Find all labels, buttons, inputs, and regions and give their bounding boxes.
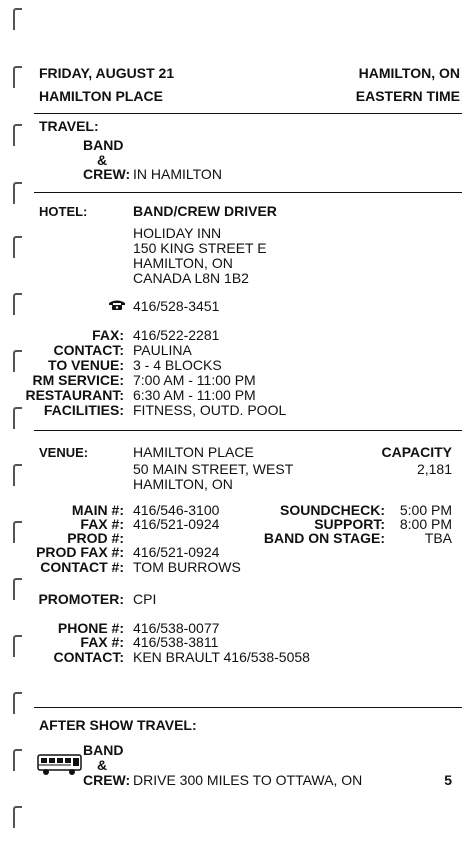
divider <box>34 430 462 431</box>
promoter-field-value: 416/538-0077 <box>133 620 220 636</box>
binder-hole-icon <box>13 635 22 657</box>
promoter-field-label: FAX #: <box>80 634 124 650</box>
hotel-subheading: BAND/CREW DRIVER <box>133 203 277 219</box>
promoter-field-value: KEN BRAULT 416/538-5058 <box>133 649 310 665</box>
venue-field-value: 416/521-0924 <box>133 544 220 560</box>
binder-hole-icon <box>13 749 22 771</box>
hotel-field-label: CONTACT: <box>53 342 124 358</box>
venue-field-label: CONTACT #: <box>40 559 124 575</box>
page-number: 5 <box>444 772 452 788</box>
binder-hole-icon <box>13 521 22 543</box>
venue-field-value: 416/521-0924 <box>133 516 220 532</box>
travel-crew-value: IN HAMILTON <box>133 166 222 182</box>
schedule-label: SOUNDCHECK: <box>280 502 385 518</box>
schedule-value: 8:00 PM <box>399 516 452 532</box>
after-show-crew-value: DRIVE 300 MILES TO OTTAWA, ON <box>133 772 363 788</box>
travel-heading: TRAVEL: <box>39 118 99 134</box>
hotel-field-value: 3 - 4 BLOCKS <box>133 357 222 373</box>
venue-field-label: FAX #: <box>80 516 124 532</box>
promoter-field-label: CONTACT: <box>53 649 124 665</box>
venue-field-value: TOM BURROWS <box>133 559 241 575</box>
venue-address-line: 50 MAIN STREET, WEST <box>133 461 294 477</box>
capacity-label: CAPACITY <box>381 444 452 460</box>
hotel-phone: 416/528-3451 <box>133 298 220 314</box>
venue-address-line: HAMILTON PLACE <box>133 444 254 460</box>
binder-hole-icon <box>13 407 22 429</box>
binder-holes <box>0 0 30 850</box>
divider <box>34 707 462 708</box>
binder-hole-icon <box>13 464 22 486</box>
venue-heading: VENUE: <box>39 445 89 460</box>
tour-bus-icon <box>37 753 83 777</box>
promoter-value: CPI <box>133 591 157 607</box>
telephone-icon <box>109 300 125 310</box>
binder-hole-icon <box>13 293 22 315</box>
venue-field-label: PROD FAX #: <box>36 544 124 560</box>
travel-band-label: BAND <box>83 137 124 153</box>
after-show-heading: AFTER SHOW TRAVEL: <box>39 717 197 733</box>
hotel-field-label: RESTAURANT: <box>25 387 124 403</box>
travel-crew-label: CREW: <box>83 166 131 182</box>
promoter-label: PROMOTER: <box>38 591 124 607</box>
header-city: HAMILTON, ON <box>358 65 460 81</box>
hotel-field-label: FAX: <box>92 327 124 343</box>
venue-field-value: 416/546-3100 <box>133 502 220 518</box>
divider <box>34 192 462 193</box>
schedule-label: BAND ON STAGE: <box>263 530 385 546</box>
after-show-amp-label: & <box>97 757 108 773</box>
venue-field-label: PROD #: <box>67 530 124 546</box>
hotel-field-value: 7:00 AM - 11:00 PM <box>133 372 256 388</box>
binder-hole-icon <box>13 578 22 600</box>
hotel-field-label: TO VENUE: <box>48 357 124 373</box>
header-timezone: EASTERN TIME <box>355 88 460 104</box>
after-show-band-label: BAND <box>83 742 124 758</box>
hotel-address-line: 150 KING STREET E <box>133 240 267 256</box>
binder-hole-icon <box>13 236 22 258</box>
hotel-field-label: FACILITIES: <box>43 402 124 418</box>
hotel-field-value: 6:30 AM - 11:00 PM <box>133 387 256 403</box>
promoter-field-label: PHONE #: <box>57 620 124 636</box>
venue-address-line: HAMILTON, ON <box>133 476 233 492</box>
binder-hole-icon <box>13 350 22 372</box>
hotel-heading: HOTEL: <box>39 204 88 219</box>
binder-hole-icon <box>13 806 22 828</box>
binder-hole-icon <box>13 124 22 146</box>
hotel-field-label: RM SERVICE: <box>32 372 124 388</box>
hotel-field-value: PAULINA <box>133 342 192 358</box>
header-date: FRIDAY, AUGUST 21 <box>39 65 175 81</box>
schedule-label: SUPPORT: <box>314 516 385 532</box>
hotel-field-value: FITNESS, OUTD. POOL <box>133 402 287 418</box>
binder-hole-icon <box>13 66 22 88</box>
schedule-value: 5:00 PM <box>399 502 452 518</box>
binder-hole-icon <box>13 692 22 714</box>
binder-hole-icon <box>13 182 22 204</box>
divider <box>34 113 462 114</box>
after-show-crew-label: CREW: <box>83 772 131 788</box>
travel-amp-label: & <box>97 152 108 168</box>
header-place: HAMILTON PLACE <box>39 88 163 104</box>
hotel-address-line: CANADA L8N 1B2 <box>133 270 249 286</box>
capacity-value: 2,181 <box>416 461 452 477</box>
binder-hole-icon <box>13 8 22 30</box>
venue-field-label: MAIN #: <box>71 502 124 518</box>
hotel-address-line: HOLIDAY INN <box>133 225 222 241</box>
hotel-address-line: HAMILTON, ON <box>133 255 233 271</box>
schedule-value: TBA <box>424 530 452 546</box>
promoter-field-value: 416/538-3811 <box>133 634 219 650</box>
hotel-field-value: 416/522-2281 <box>133 327 220 343</box>
